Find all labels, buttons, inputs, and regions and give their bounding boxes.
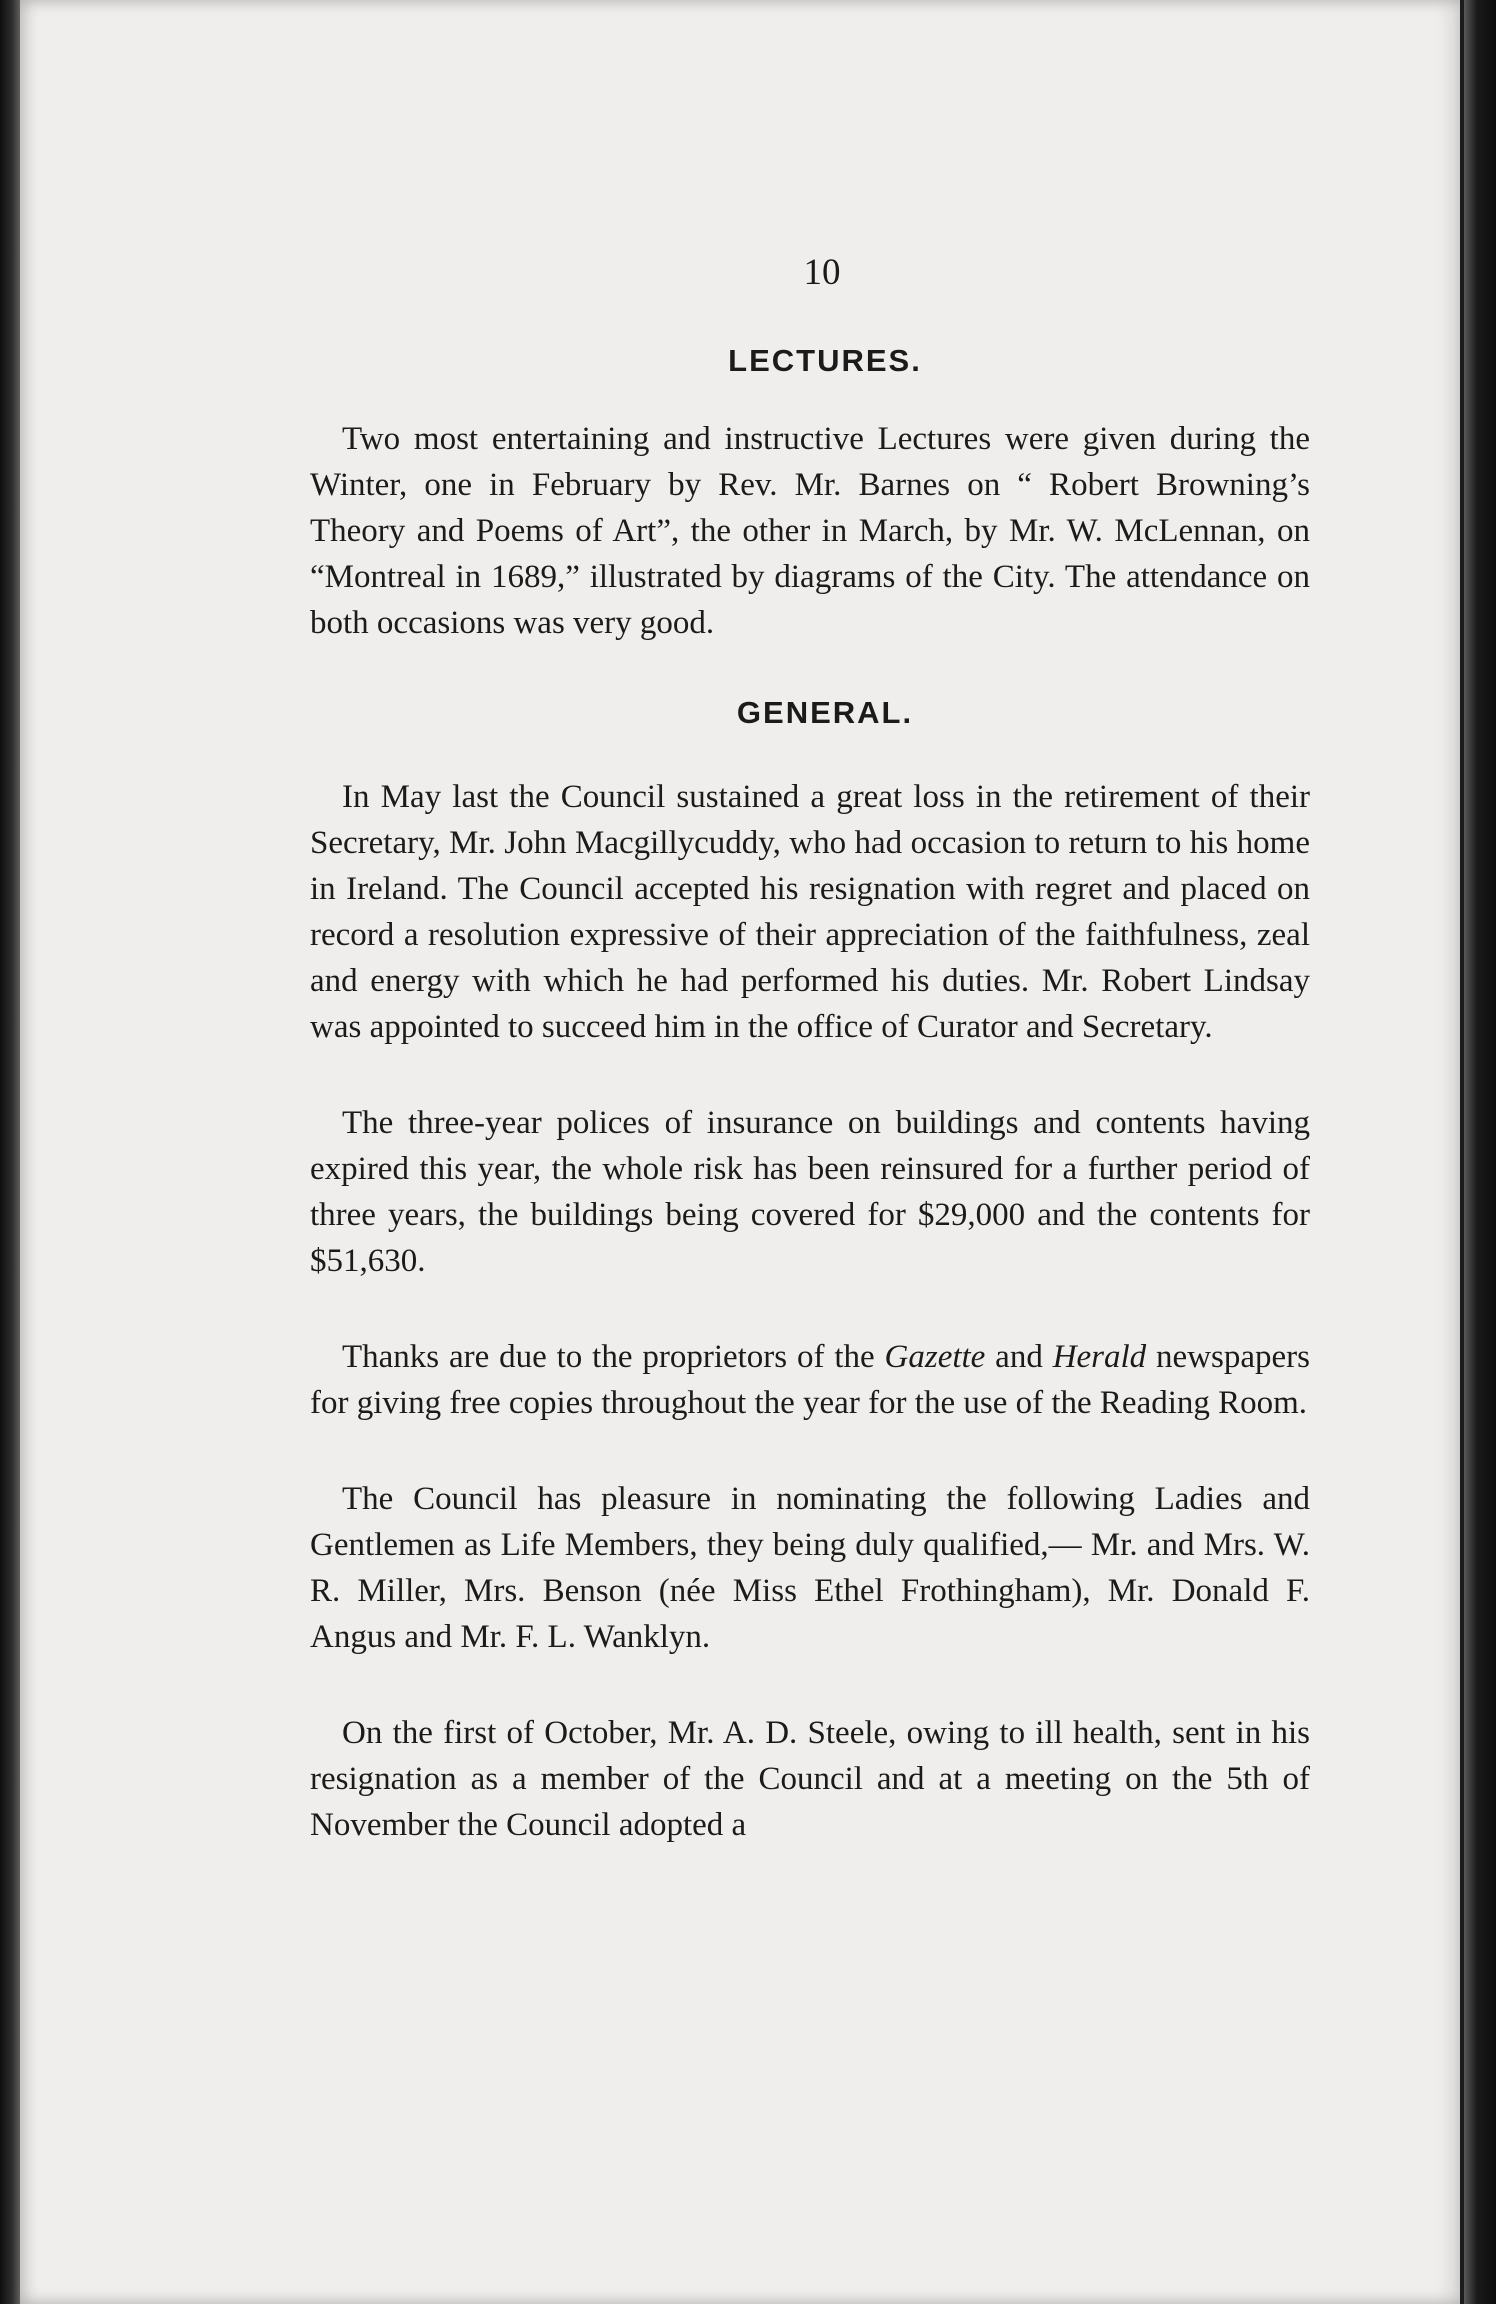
herald-title: Herald (1052, 1339, 1147, 1375)
general-heading: GENERAL. (736, 695, 914, 730)
general-paragraph-newspapers (310, 1334, 1310, 1426)
lectures-paragraph: Two most entertaining and instructive Lectures were given during the Winter, one in February by Rev. Mr. Barnes on “ Robert Browning’s Theory and Poems of Art”, the other in March, by Mr. W. McLennan, on “Montreal in 1689,” illustrated by diagrams of the City. The attendance on both occasions was very good. (310, 421, 1310, 641)
scan-left-edge (0, 0, 22, 2304)
general-paragraph-secretary: In May last the Council sustained a great loss in the retirement of their Secretary, Mr. John Macgillycuddy, who had occasion to return to his home in Ireland. The Council accepted his resignation with regret and placed on record a resolution expressive of their appreciation of the faithfulness, zeal and energy with which he had performed his duties. Mr. Robert Lindsay was appointed to succeed him in the office of Curator and Secretary. (310, 779, 1310, 1045)
scan-right-edge (1464, 0, 1496, 2304)
gazette-title: Gazette (884, 1339, 986, 1375)
general-paragraph-life-members: The Council has pleasure in nominating the following Ladies and Gentlemen as Life Members, they being duly qualified,— Mr. and Mrs. W. R. Miller, Mrs. Benson (née Miss Ethel Frothingham), Mr. Donald F. Angus and Mr. F. L. Wanklyn. (310, 1481, 1310, 1655)
newspapers-text-2: and (985, 1339, 1053, 1375)
general-paragraph-insurance: The three-year polices of insurance on buildings and contents having expired this year, the whole risk has been reinsured for a further period of three years, the buildings being covered for $29,000 and the contents for $51,630. (310, 1105, 1310, 1279)
newspapers-text-1: Thanks are due to the proprietors of the (342, 1339, 885, 1375)
document-page (20, 0, 1460, 2304)
page-text (310, 248, 1310, 1848)
page-number: 10 (803, 252, 841, 293)
general-paragraph-resignation: On the first of October, Mr. A. D. Steele, owing to ill health, sent in his resignation as a member of the Council and at a meeting on the 5th of November the Council adopted a (310, 1715, 1310, 1843)
newspapers-text-3: newspapers for giving free copies throughout the year for the use of the Reading Room. (310, 1339, 1310, 1421)
lectures-heading: LECTURES. (728, 343, 922, 378)
